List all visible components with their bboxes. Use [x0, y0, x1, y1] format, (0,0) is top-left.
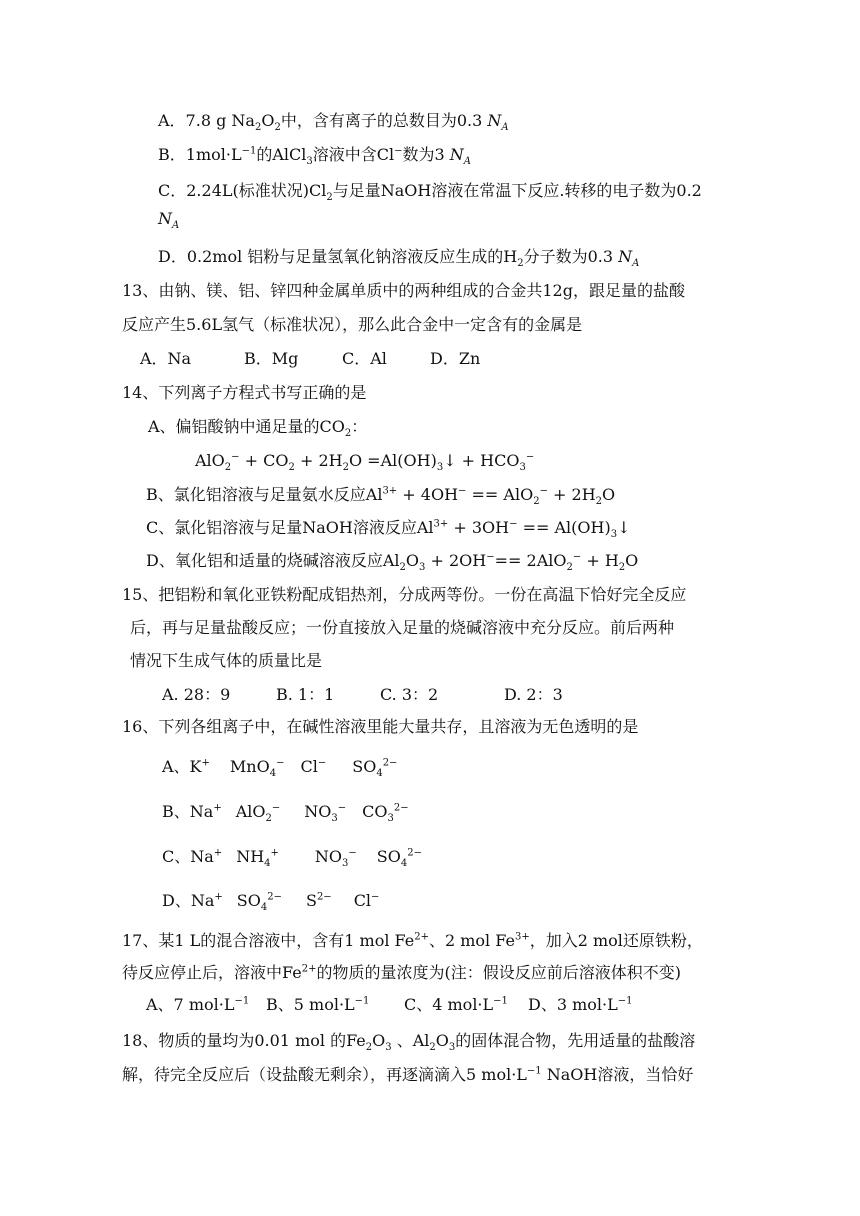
q17-option-c: C、4 $mol\cdot L^{-1}$: [404, 995, 508, 1014]
q15-stem-line2: 后，再与足量盐酸反应；一份直接放入足量的烧碱溶液中充分反应。前后两种: [130, 618, 675, 637]
q12-option-c-cont: $N_A$: [158, 209, 180, 232]
q17-option-a: A、7 $mol\cdot L^{-1}$: [146, 995, 250, 1014]
q14-option-a-equation: $AlO_2^- + CO_2 + 2H_2O$ $=Al(OH)_3↓ + HCO_3^-$: [195, 451, 535, 474]
q12-option-a: A．7.8 g $Na_2O_2$中，含有离子的总数目为0.3 $N_A$: [158, 111, 509, 134]
q15-option-d: D. 2：3: [504, 685, 563, 704]
q15-stem-line1: 15、把铝粉和氧化亚铁粉配成铝热剂，分成两等份。一份在高温下恰好完全反应: [122, 585, 687, 604]
q16-option-c: C、Na+ $NH_4^+$ $NO_3^-$ $SO_4^{2-}$: [162, 847, 422, 870]
q15-options: [162, 684, 563, 706]
q15-stem-line3: 情况下生成气体的质量比是: [130, 651, 323, 670]
q14-stem: 14、下列离子方程式书写正确的是: [122, 383, 367, 402]
q16-option-d: D、Na+ $SO_4^{2-}$ $S^{2-}$ Cl−: [162, 891, 380, 914]
q16-option-a: A、K+ MnO$_4$− Cl− $SO_4^{2-}$: [162, 757, 398, 780]
q13-option-a: A．Na: [140, 349, 192, 368]
q12-option-d: D．0.2mol 铝粉与足量氢氧化钠溶液反应生成的$H_2$分子数为0.3 $N_A$: [158, 247, 640, 270]
q17-option-d: D、3 $mol\cdot L^{-1}$: [528, 995, 633, 1014]
q17-stem-line1: 17、某1 L的混合溶液中，含有1 mol $Fe^{2+}$、2 mol $Fe^{3+}$，加入2 mol还原铁粉，: [122, 931, 703, 950]
q14-option-d: D、氧化铝和适量的烧碱溶液反应$Al_2O_3 + 2OH^-== 2AlO_2^- + H_2O$: [146, 551, 639, 574]
q13-stem-line1: 13、由钠、镁、铝、锌四种金属单质中的两种组成的合金共12g，跟足量的盐酸: [122, 281, 685, 300]
q12-option-b: B．$1mol\cdot L^{-1}$的AlCl$_3$溶液中含Cl−数为3 $N_A$: [158, 145, 472, 168]
q15-option-a: A. 28：9: [162, 685, 231, 704]
q17-options: [146, 994, 632, 1016]
q17-option-b: B、5 $mol\cdot L^{-1}$: [266, 995, 370, 1014]
q16-stem: 16、下列各组离子中，在碱性溶液里能大量共存，且溶液为无色透明的是: [122, 717, 639, 736]
q13-option-c: C．Al: [342, 349, 387, 368]
q13-stem-line2: 反应产生5.6L氢气（标准状况），那么此合金中一定含有的金属是: [122, 315, 583, 334]
q14-option-b: B、氯化铝溶液与足量氨水反应$Al^{3+} + 4OH^- == AlO_2^- + 2H_2O$: [146, 485, 616, 508]
q18-stem-line2: 解，待完全反应后（设盐酸无剩余），再逐滴滴入5 $mol\cdot L^{-1}$ NaOH溶液，当恰好: [122, 1065, 694, 1084]
q17-stem-line2: 待反应停止后，溶液中$Fe^{2+}$的物质的量浓度为(注：假设反应前后溶液体积不变): [122, 963, 681, 982]
q13-option-b: B．Mg: [244, 349, 299, 368]
q15-option-b: B. 1：1: [276, 685, 335, 704]
q12-option-c: C．2.24L(标准状况)$Cl_2$与足量NaOH溶液在常温下反应.转移的电子数为0.2: [158, 181, 702, 204]
q13-options: [140, 348, 480, 370]
q16-option-b: B、Na+ AlO$_2$− $NO_3^-$ $CO_3^{2-}$: [162, 802, 409, 825]
q14-option-a: A、偏铝酸钠中通足量的$CO_2$：: [148, 417, 368, 440]
q14-option-c: C、氯化铝溶液与足量NaOH溶液反应$Al^{3+} + 3OH^-$ == $Al(OH)_3↓$: [146, 518, 631, 541]
q15-option-c: C. 3：2: [380, 685, 439, 704]
q13-option-d: D．Zn: [430, 349, 481, 368]
q18-stem-line1: 18、物质的量均为0.01 mol 的$Fe_2O_3$ 、$Al_2O_3$的固体混合物，先用适量的盐酸溶: [122, 1031, 696, 1054]
